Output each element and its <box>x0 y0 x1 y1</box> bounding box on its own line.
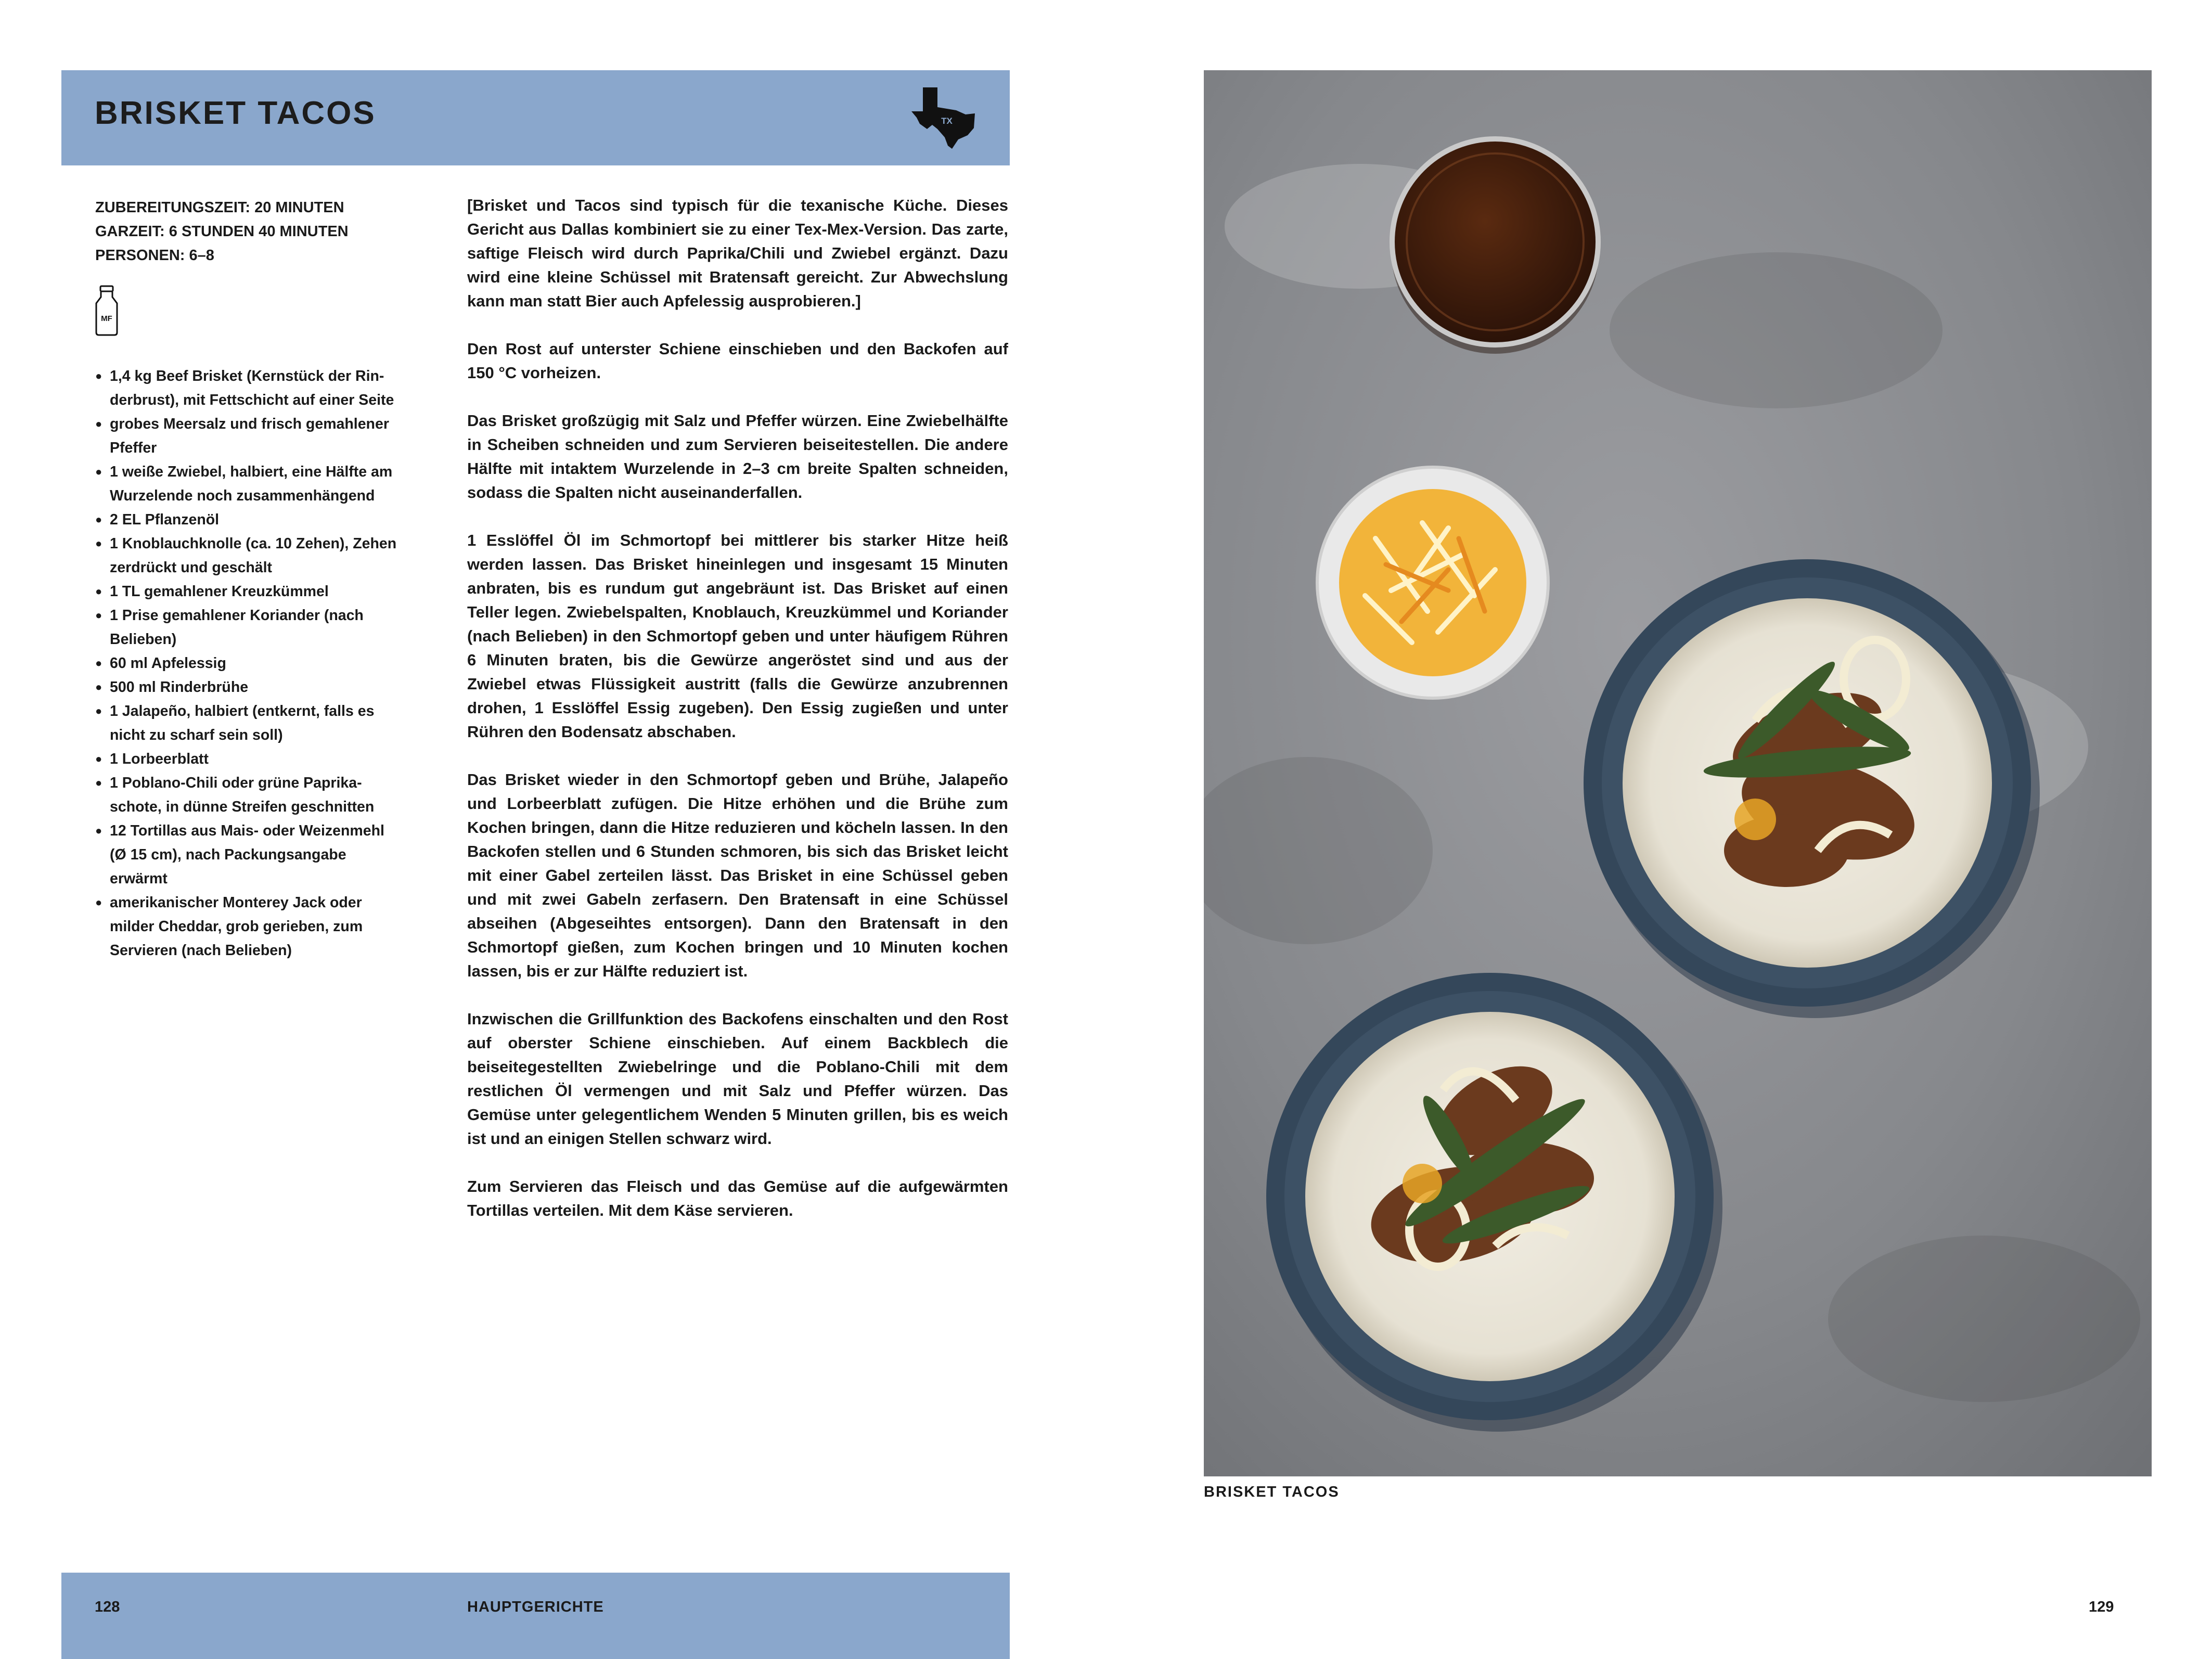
ingredient-line: Pfeffer <box>110 440 157 456</box>
ingredient-line: ● 1 Prise gemahlener Koriander (nach <box>110 607 364 624</box>
ingredient-line: Wurzelende noch zusammenhängend <box>110 487 375 504</box>
ingredient-item <box>95 675 418 699</box>
recipe-title: BRISKET TACOS <box>95 95 376 131</box>
ingredient-line: (Ø 15 cm), nach Packungsangabe <box>110 846 346 863</box>
ingredient-line: ● 1 Knoblauchknolle (ca. 10 Zehen), Zehen <box>110 535 397 552</box>
tacos-illustration <box>1204 70 2152 1476</box>
ingredient-item <box>95 891 418 962</box>
ingredient-item <box>95 699 418 747</box>
prep-time: ZUBEREITUNGSZEIT: 20 MINUTEN <box>95 199 344 216</box>
directions <box>467 194 1008 1246</box>
page-number-right: 129 <box>2089 1599 2114 1615</box>
ingredient-item <box>95 364 418 412</box>
ingredient-item <box>95 460 418 508</box>
photo-caption: BRISKET TACOS <box>1204 1484 1340 1500</box>
direction-paragraph: Zum Servieren das Fleisch und das Gemüse auf die aufgewärmten Tortillas verteilen. Mit dem Käse servieren. <box>467 1177 1008 1219</box>
direction-paragraph: 1 Esslöffel Öl im Schmortopf bei mittlerer bis starker Hitze heiß werden lassen. Das Brisket hineinlegen und insgesamt 15 Minuten anbraten, bis es rundum gut angebräunt ist. Das Brisket auf einen Teller legen. Zwiebelspalten, Knoblauch, Kreuzkümmel und Koriander (nach Belieben) in den Schmortopf geben und unter häufigem Rühren 6 Minuten braten, bis die Gewürze angeröstet sind und aus der Zwiebel etwas Flüssigkeit austritt (falls die Gewürze anzubrennen drohen, 1 Esslöffel Essig zugeben). Den Essig zugießen und unter Rühren den Bodensatz abschaben. <box>467 531 1008 741</box>
footer-band <box>61 1573 1010 1659</box>
cheese-bowl <box>1317 467 1548 698</box>
ingredient-line: ● 1 Jalapeño, halbiert (entkernt, falls es <box>110 703 375 719</box>
ingredient-line: ● 12 Tortillas aus Mais- oder Weizenmehl <box>110 822 384 839</box>
section-name: HAUPTGERICHTE <box>467 1599 604 1615</box>
ingredient-line: ● 1 weiße Zwiebel, halbiert, eine Hälfte am <box>110 464 393 480</box>
ingredient-line: zerdrückt und geschält <box>110 559 272 576</box>
ingredient-line: ● grobes Meersalz und frisch gemahlener <box>110 416 389 432</box>
ingredient-item <box>95 580 418 603</box>
ingredient-line: derbrust), mit Fettschicht auf einer Seite <box>110 392 394 408</box>
ingredient-line: ● 1,4 kg Beef Brisket (Kernstück der Rin- <box>110 368 384 384</box>
ingredient-item <box>95 412 418 460</box>
ingredient-item <box>95 771 418 819</box>
ingredient-list <box>95 364 418 962</box>
title-band <box>61 70 1010 165</box>
ingredient-line: ● 2 EL Pflanzenöl <box>110 511 220 528</box>
ingredient-item <box>95 819 418 891</box>
ingredient-line: ● 1 Poblano-Chili oder grüne Paprika- <box>110 775 362 791</box>
page-number-left: 128 <box>95 1599 120 1615</box>
ingredient-line: Servieren (nach Belieben) <box>110 942 292 959</box>
ingredient-line: erwärmt <box>110 870 168 887</box>
ingredient-item <box>95 747 418 771</box>
direction-paragraph: Inzwischen die Grillfunktion des Backofens einschalten und den Rost auf oberster Schiene einschieben. Auf einem Backblech die beiseitegestellten Zwiebelringe und die Poblano-Chili mit dem restlichen Öl vermengen und mit Salz und Pfeffer würzen. Das Gemüse unter gelegentlichem Wenden 5 Minuten grillen, bis es weich ist und an einigen Stellen schwarz wird. <box>467 1010 1008 1148</box>
ingredient-item <box>95 603 418 651</box>
milk-free-text: MF <box>101 314 112 323</box>
ingredient-line: schote, in dünne Streifen geschnitten <box>110 799 375 815</box>
ingredient-line: ● 1 Lorbeerblatt <box>110 751 209 767</box>
servings: PERSONEN: 6–8 <box>95 247 214 264</box>
sauce-glass <box>1391 139 1599 354</box>
texas-badge-text: TX <box>941 116 953 126</box>
cook-time: GARZEIT: 6 STUNDEN 40 MINUTEN <box>95 223 349 240</box>
ingredient-line: ● 1 TL gemahlener Kreuzkümmel <box>110 583 329 600</box>
ingredient-line: Belieben) <box>110 631 177 648</box>
direction-paragraph: Den Rost auf unterster Schiene einschieben und den Backofen auf 150 °C vorheizen. <box>467 340 1008 382</box>
direction-paragraph: Das Brisket großzügig mit Salz und Pfeffer würzen. Eine Zwiebelhälfte in Scheiben schneiden und zum Servieren beiseitestellen. Die andere Hälfte mit intaktem Wurzelende in 2–3 cm breite Spalten schneiden, sodass die Spalten nicht auseinanderfallen. <box>467 411 1008 501</box>
direction-paragraph: Das Brisket wieder in den Schmortopf geben und Brühe, Jalapeño und Lorbeerblatt zufügen. Die Hitze erhöhen und die Brühe zum Kochen bringen, dann die Hitze reduzieren und köcheln lassen. In den Backofen stellen und 6 Stunden schmoren, bis sich das Brisket leicht mit einer Gabel zerteilen lässt. Das Brisket in eine Schüssel geben und mit zwei Gabeln zerfasern. Den Bratensaft in eine Schüssel abseihen (Abgeseihtes entsorgen). Dann den Bratensaft in den Schmortopf gießen, zum Kochen bringen und 10 Minuten kochen lassen, bis er zur Hälfte reduziert ist. <box>467 770 1008 980</box>
ingredient-line: nicht zu scharf sein soll) <box>110 727 283 743</box>
direction-paragraph: [Brisket und Tacos sind typisch für die texanische Küche. Dieses Gericht aus Dallas kombiniert sie zu einer Tex-Mex-Version. Das zarte, saftige Fleisch wird durch Paprika/Chili und Zwiebel ergänzt. Dazu wird eine kleine Schüssel mit Bratensaft gereicht. Zur Abwechslung kann man statt Bier auch Apfelessig ausprobieren.] <box>467 196 1008 310</box>
texas-state-icon <box>911 87 975 149</box>
recipe-photo <box>1204 70 2152 1476</box>
recipe-meta <box>95 196 418 267</box>
ingredient-item <box>95 532 418 580</box>
milk-free-icon <box>94 285 120 337</box>
ingredient-line: ● 500 ml Rinderbrühe <box>110 679 249 696</box>
ingredient-line: ● amerikanischer Monterey Jack oder <box>110 894 362 911</box>
ingredient-line: ● 60 ml Apfelessig <box>110 655 226 672</box>
ingredient-item <box>95 508 418 532</box>
ingredient-line: milder Cheddar, grob gerieben, zum <box>110 918 363 935</box>
ingredient-item <box>95 651 418 675</box>
